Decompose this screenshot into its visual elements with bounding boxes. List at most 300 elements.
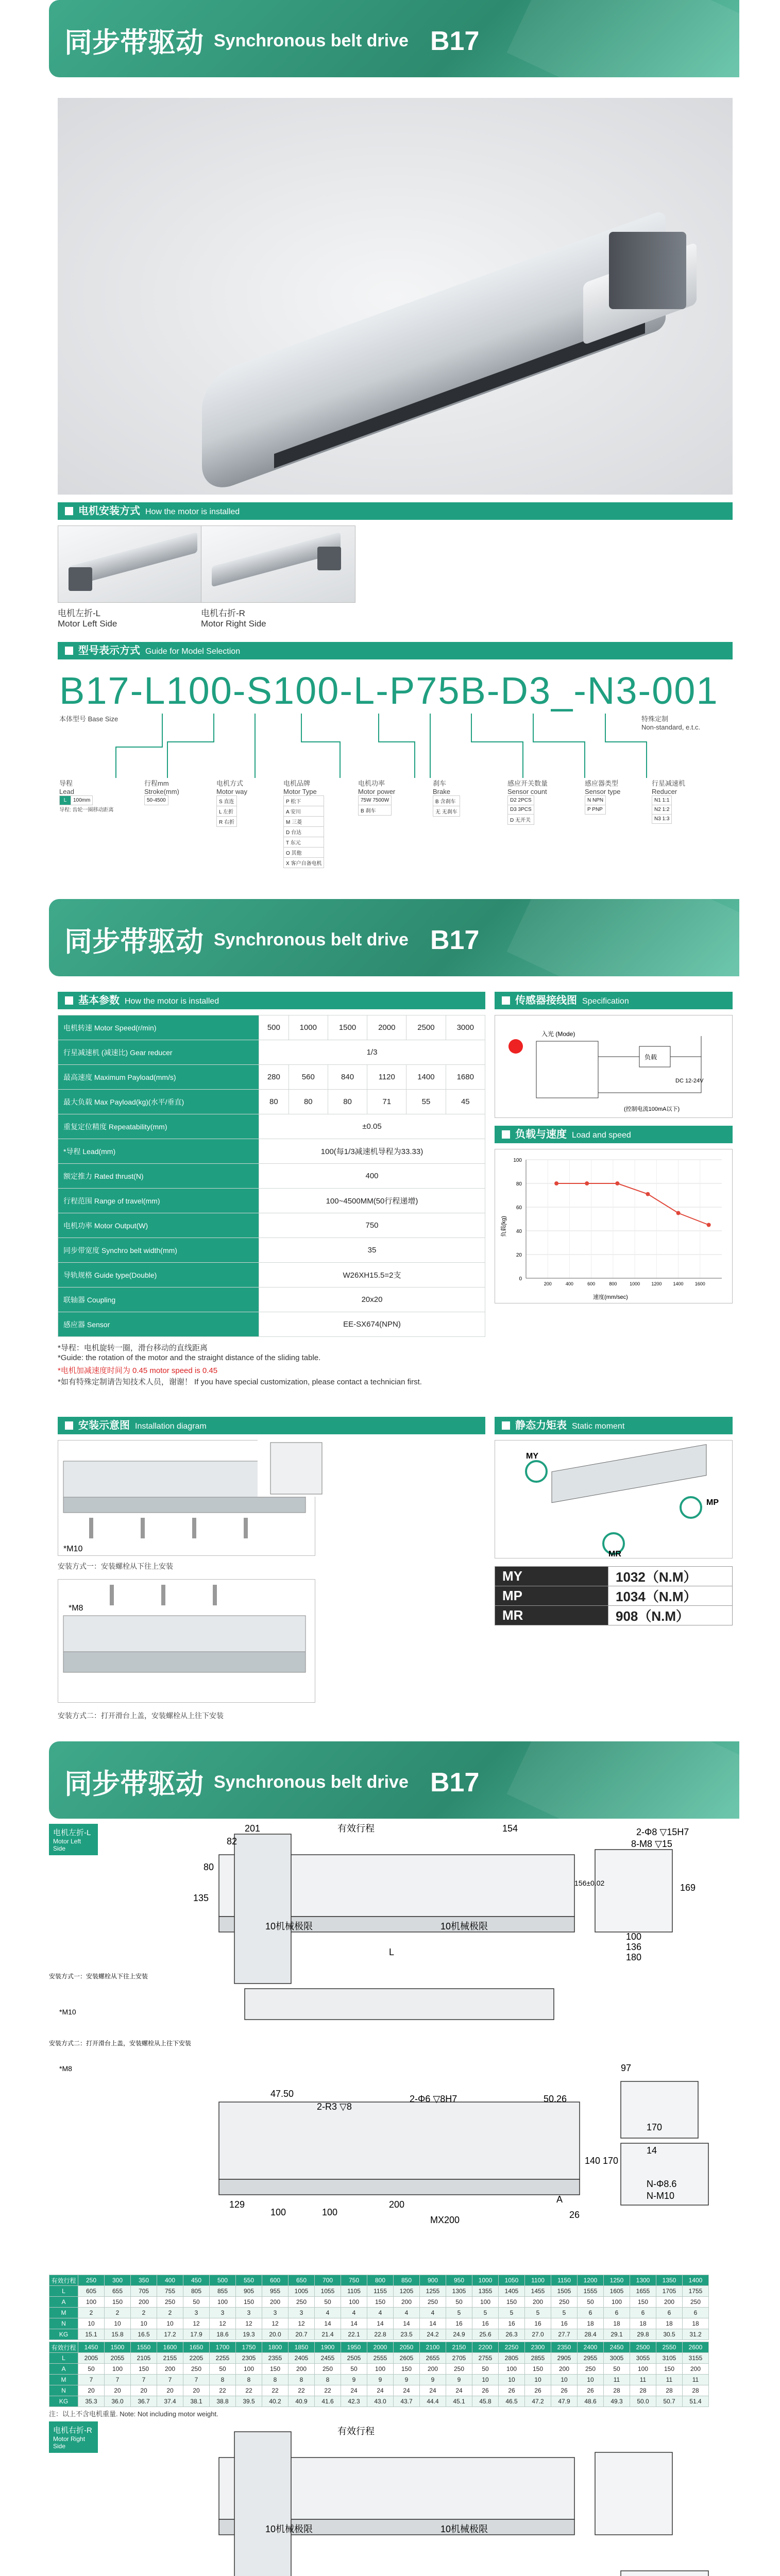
svg-text:136: 136 xyxy=(626,1942,642,1952)
mounting-title-bar: 安装示意图 Installation diagram xyxy=(58,1417,485,1434)
dim-cell: 250 xyxy=(551,2297,578,2308)
dim-cell: 10 xyxy=(105,2318,131,2329)
svg-text:80: 80 xyxy=(204,1862,214,1872)
dim-cell: 1355 xyxy=(472,2286,499,2297)
dim-header-cell: 1950 xyxy=(341,2342,367,2353)
sensor-wiring-panel xyxy=(495,1015,733,1118)
dim-cell: 41.6 xyxy=(315,2396,341,2407)
svg-text:L: L xyxy=(389,1947,395,1957)
dim-header-cell: 1500 xyxy=(105,2342,131,2353)
option-col-brake: 刹车 Brake B 含刹车 无 无刹车 xyxy=(433,778,489,817)
banner-model: B17 xyxy=(430,26,480,56)
svg-text:MY: MY xyxy=(526,1452,538,1461)
dim-cell: 2005 xyxy=(78,2353,105,2364)
chart-data-point xyxy=(707,1223,711,1227)
dim-cell: 150 xyxy=(656,2364,683,2375)
option-col-sensor-type: 感应器类型 Sensor type N NPN P PNP xyxy=(585,778,641,815)
dim-cell: 200 xyxy=(131,2297,157,2308)
dim-cell: 28 xyxy=(683,2385,709,2396)
dim-cell: 14 xyxy=(394,2318,420,2329)
dim-row-key: L xyxy=(49,2286,78,2297)
dim-cell: 50 xyxy=(183,2297,210,2308)
special-label: 特殊定制 Non-standard, e.t.c. xyxy=(641,715,701,731)
option-col-stroke: 行程mm Stroke(mm) 50-4500 xyxy=(144,778,201,805)
svg-text:负载: 负载 xyxy=(645,1054,657,1061)
svg-text:MR: MR xyxy=(608,1550,621,1558)
dim-cell: 150 xyxy=(394,2364,420,2375)
dim-cell: 22 xyxy=(210,2385,236,2396)
dim-cell: 22.8 xyxy=(367,2329,394,2340)
dim-cell: 2605 xyxy=(394,2353,420,2364)
dim-cell: 2355 xyxy=(262,2353,289,2364)
dim-cell: 150 xyxy=(367,2297,394,2308)
dim-cell: 24 xyxy=(394,2385,420,2396)
dim-cell: 100 xyxy=(210,2297,236,2308)
spec-table: 电机转速 Motor Speed(r/min) 500 1000 1500 2000 2500 3000 行星减速机 (减速比) Gear reducer 1/3 最高速度 Maximum Payload(mm/s) 280 560 840 1120 1400 1680 最大负载 Max Payload(kg)(水平/垂直) 80 80 80 71 55 45 重复定位精度 Repeatability(mm) ±0.05 *导程 Lead(mm) 100(每1/3减速机导程为33.33) 额定推力 Rated thrust(N) 400 行程范围 Range of travel(mm) 100~4500MM(50行程递增) 电机功率 Motor Output(W) 750 同步带宽度 Synchro belt width(mm) 35 导轨规格 Guide type(Double) W26XH15.5=2支 联轴器 Coupling 20x20 感应器 Sensor EE-SX674(NPN) xyxy=(58,1015,485,1337)
dim-row-key: A xyxy=(49,2297,78,2308)
svg-text:2-R3 ▽8: 2-R3 ▽8 xyxy=(317,2102,352,2112)
dim-cell: 22 xyxy=(262,2385,289,2396)
dim-cell: 2155 xyxy=(157,2353,183,2364)
dim-cell: 3 xyxy=(210,2308,236,2318)
dim-cell: 45.1 xyxy=(446,2396,472,2407)
motor-right-en: Motor Right Side xyxy=(201,619,266,629)
chart-data-point xyxy=(646,1192,650,1196)
chart-data-point xyxy=(585,1181,589,1185)
dim-cell: 4 xyxy=(315,2308,341,2318)
dim-cell: 20.7 xyxy=(289,2329,315,2340)
dim-cell: 2855 xyxy=(525,2353,551,2364)
dim-cell: 150 xyxy=(499,2297,525,2308)
moment-diagram xyxy=(495,1440,733,1558)
dim-cell: 250 xyxy=(578,2364,604,2375)
selection-title-cn: 型号表示方式 xyxy=(78,645,140,656)
dim-header-cell: 2100 xyxy=(420,2342,446,2353)
dim-header-cell: 350 xyxy=(131,2275,157,2286)
dim-cell: 250 xyxy=(289,2297,315,2308)
option-col-lead: 导程 Lead L 100mm 导程: 齿轮一圈移动距离 xyxy=(59,779,114,813)
load-speed-title-bar: 负载与速度 Load and speed xyxy=(495,1126,733,1143)
dim-cell: 16 xyxy=(446,2318,472,2329)
dim-cell: 200 xyxy=(551,2364,578,2375)
dim-cell: 10 xyxy=(157,2318,183,2329)
dim-cell: 8 xyxy=(236,2375,262,2385)
dim-cell: 755 xyxy=(157,2286,183,2297)
dim-cell: 27.7 xyxy=(551,2329,578,2340)
dim-cell: 28.4 xyxy=(578,2329,604,2340)
banner-title-cn: 同步带驱动 xyxy=(64,26,204,59)
dim-cell: 9 xyxy=(394,2375,420,2385)
dims-left-note: 注：以上不含电机重量. Note: Not including motor weight. xyxy=(49,2410,218,2418)
dim-row-key: KG xyxy=(49,2396,78,2407)
mounting-diagram-2 xyxy=(58,1579,315,1703)
dim-cell: 30.5 xyxy=(656,2329,683,2340)
dim-header-cell: 1050 xyxy=(499,2275,525,2286)
svg-text:安装方式二：打开滑台上盖，安装螺栓从上往下安装: 安装方式二：打开滑台上盖，安装螺栓从上往下安装 xyxy=(49,2040,192,2047)
dim-cell: 48.6 xyxy=(578,2396,604,2407)
dim-cell: 100 xyxy=(78,2297,105,2308)
svg-text:*M10: *M10 xyxy=(59,2008,76,2016)
spec-note-1: *导程：电机旋转一圈，滑台移动的直线距离 xyxy=(58,1344,208,1352)
dim-cell: 250 xyxy=(315,2364,341,2375)
svg-text:(控制电流100mA以下): (控制电流100mA以下) xyxy=(624,1106,680,1112)
dim-cell: 1655 xyxy=(630,2286,656,2297)
dim-cell: 1155 xyxy=(367,2286,394,2297)
chart-ytick-label: 40 xyxy=(516,1229,522,1234)
motor-right-cn: 电机右折-R xyxy=(201,608,245,618)
dim-header-cell: 2600 xyxy=(683,2342,709,2353)
dim-cell: 2655 xyxy=(420,2353,446,2364)
svg-text:MX200: MX200 xyxy=(430,2215,460,2225)
dim-cell: 50 xyxy=(315,2297,341,2308)
dim-cell: 15.1 xyxy=(78,2329,105,2340)
dims-banner-cn: 同步带驱动 xyxy=(64,1768,204,1800)
dim-cell: 15.8 xyxy=(105,2329,131,2340)
dim-header-cell: 1900 xyxy=(315,2342,341,2353)
dim-cell: 17.9 xyxy=(183,2329,210,2340)
dim-cell: 16 xyxy=(551,2318,578,2329)
dim-cell: 200 xyxy=(420,2364,446,2375)
dim-cell: 12 xyxy=(262,2318,289,2329)
motor-left-cn: 电机左折-L xyxy=(58,608,101,618)
chart-xtick-label: 800 xyxy=(609,1281,617,1286)
mounting-way-1: 安装方式一：安装螺栓从下往上安装 xyxy=(58,1562,173,1570)
svg-text:有效行程: 有效行程 xyxy=(337,1824,375,1834)
dim-cell: 4 xyxy=(367,2308,394,2318)
dim-cell: 905 xyxy=(236,2286,262,2297)
dim-cell: 3 xyxy=(262,2308,289,2318)
dim-cell: 42.3 xyxy=(341,2396,367,2407)
dim-cell: 50 xyxy=(472,2364,499,2375)
svg-text:100: 100 xyxy=(270,2207,286,2217)
chart-ytick-label: 80 xyxy=(516,1181,522,1187)
dim-cell: 47.9 xyxy=(551,2396,578,2407)
dim-cell: 7 xyxy=(183,2375,210,2385)
dim-cell: 1605 xyxy=(604,2286,630,2297)
dim-cell: 22 xyxy=(289,2385,315,2396)
dim-cell: 35.3 xyxy=(78,2396,105,2407)
option-col-reducer: 行星减速机 Reducer N1 1:1 N2 1:2 N3 1:3 xyxy=(652,778,714,824)
dim-header-cell: 850 xyxy=(394,2275,420,2286)
option-col-power: 电机功率 Motor power 75W 7500W B 刹车 xyxy=(358,778,415,816)
dims-banner xyxy=(49,1741,739,1819)
dim-cell: 2 xyxy=(105,2308,131,2318)
dim-cell: 6 xyxy=(604,2308,630,2318)
chart-xtick-label: 600 xyxy=(587,1281,596,1286)
dim-cell: 18 xyxy=(578,2318,604,2329)
dim-cell: 27.0 xyxy=(525,2329,551,2340)
chart-xtick-label: 1000 xyxy=(630,1281,640,1286)
sensor-title-bar: 传感器接线图 Specification xyxy=(495,992,733,1009)
dim-header-cell: 有效行程 xyxy=(49,2275,78,2286)
dim-header-cell: 250 xyxy=(78,2275,105,2286)
sensor-led-icon xyxy=(508,1039,523,1054)
dim-cell: 1105 xyxy=(341,2286,367,2297)
dim-cell: 2705 xyxy=(446,2353,472,2364)
dim-header-cell: 1300 xyxy=(630,2275,656,2286)
top-banner xyxy=(49,0,739,77)
dim-cell: 3105 xyxy=(656,2353,683,2364)
dim-cell: 12 xyxy=(236,2318,262,2329)
dim-cell: 21.4 xyxy=(315,2329,341,2340)
drawing-left xyxy=(49,1824,739,2272)
dim-cell: 20 xyxy=(183,2385,210,2396)
dim-cell: 8 xyxy=(262,2375,289,2385)
dim-cell: 44.4 xyxy=(420,2396,446,2407)
dim-cell: 6 xyxy=(656,2308,683,2318)
svg-text:8-M8 ▽15: 8-M8 ▽15 xyxy=(631,1839,672,1849)
dim-cell: 7 xyxy=(105,2375,131,2385)
dim-cell: 45.8 xyxy=(472,2396,499,2407)
dim-cell: 26 xyxy=(551,2385,578,2396)
dim-row-key: KG xyxy=(49,2329,78,2340)
svg-text:180: 180 xyxy=(626,1952,642,1962)
dim-cell: 655 xyxy=(105,2286,131,2297)
dim-cell: 16 xyxy=(472,2318,499,2329)
dim-cell: 3055 xyxy=(630,2353,656,2364)
dim-cell: 18 xyxy=(630,2318,656,2329)
dim-cell: 7 xyxy=(78,2375,105,2385)
dim-cell: 28 xyxy=(656,2385,683,2396)
dim-header-cell: 2400 xyxy=(578,2342,604,2353)
motor-left-image xyxy=(58,526,212,603)
dim-cell: 2 xyxy=(78,2308,105,2318)
dim-cell: 6 xyxy=(683,2308,709,2318)
svg-text:有效行程: 有效行程 xyxy=(337,2426,375,2436)
load-speed-chart xyxy=(495,1149,732,1303)
dim-cell: 855 xyxy=(210,2286,236,2297)
dim-cell: 26.3 xyxy=(499,2329,525,2340)
dim-header-cell: 2500 xyxy=(630,2342,656,2353)
dim-cell: 955 xyxy=(262,2286,289,2297)
install-title-bar xyxy=(58,502,733,520)
dim-header-cell: 1200 xyxy=(578,2275,604,2286)
dim-cell: 22 xyxy=(315,2385,341,2396)
banner-title-en: Synchronous belt drive xyxy=(214,31,409,50)
dim-cell: 2 xyxy=(157,2308,183,2318)
dim-cell: 200 xyxy=(525,2297,551,2308)
svg-text:26: 26 xyxy=(569,2210,580,2220)
dim-cell: 10 xyxy=(499,2375,525,2385)
svg-text:170: 170 xyxy=(603,2156,619,2166)
dims-banner-en: Synchronous belt drive xyxy=(214,1772,409,1792)
svg-text:*M10: *M10 xyxy=(63,1545,83,1553)
svg-text:N-Φ8.6: N-Φ8.6 xyxy=(647,2179,677,2189)
dim-cell: 20 xyxy=(105,2385,131,2396)
dim-header-cell: 1850 xyxy=(289,2342,315,2353)
dim-header-cell: 2000 xyxy=(367,2342,394,2353)
option-columns xyxy=(59,778,729,866)
motor-left-en: Motor Left Side xyxy=(58,619,117,629)
tag-motor-right: 电机右折-R Motor Right Side xyxy=(49,2421,98,2453)
dim-header-cell: 950 xyxy=(446,2275,472,2286)
dim-cell: 705 xyxy=(131,2286,157,2297)
dim-cell: 26 xyxy=(578,2385,604,2396)
dim-cell: 14 xyxy=(315,2318,341,2329)
dim-cell: 100 xyxy=(105,2364,131,2375)
dim-cell: 46.5 xyxy=(499,2396,525,2407)
dim-cell: 9 xyxy=(420,2375,446,2385)
product-photo xyxy=(58,98,733,495)
dim-cell: 4 xyxy=(420,2308,446,2318)
dim-cell: 100 xyxy=(341,2297,367,2308)
dim-header-cell: 650 xyxy=(289,2275,315,2286)
dim-cell: 3 xyxy=(236,2308,262,2318)
dim-header-cell: 300 xyxy=(105,2275,131,2286)
chart-ytick-label: 60 xyxy=(516,1205,522,1211)
dim-header-cell: 2200 xyxy=(472,2342,499,2353)
svg-text:100: 100 xyxy=(626,1931,642,1942)
dim-cell: 16.5 xyxy=(131,2329,157,2340)
dim-cell: 40.9 xyxy=(289,2396,315,2407)
dim-cell: 26 xyxy=(499,2385,525,2396)
dim-cell: 10 xyxy=(472,2375,499,2385)
dim-cell: 5 xyxy=(446,2308,472,2318)
specs-title-bar xyxy=(58,992,485,1009)
svg-text:A: A xyxy=(556,2194,563,2205)
base-size-label: 本体型号 Base Size xyxy=(59,715,118,723)
svg-text:200: 200 xyxy=(389,2199,405,2210)
svg-text:47.50: 47.50 xyxy=(270,2089,294,2099)
chart-xtick-label: 200 xyxy=(544,1281,552,1286)
specs-title-en: How the motor is installed xyxy=(125,997,219,1006)
dim-header-cell: 2550 xyxy=(656,2342,683,2353)
dim-cell: 50 xyxy=(341,2364,367,2375)
dim-header-cell: 400 xyxy=(157,2275,183,2286)
dim-cell: 36.0 xyxy=(105,2396,131,2407)
dim-cell: 9 xyxy=(446,2375,472,2385)
dim-cell: 2955 xyxy=(578,2353,604,2364)
dim-cell: 2755 xyxy=(472,2353,499,2364)
dim-cell: 8 xyxy=(210,2375,236,2385)
dim-header-cell: 450 xyxy=(183,2275,210,2286)
dim-cell: 51.4 xyxy=(683,2396,709,2407)
dim-cell: 28 xyxy=(630,2385,656,2396)
dim-row-key: M xyxy=(49,2375,78,2385)
dim-cell: 150 xyxy=(236,2297,262,2308)
dim-cell: 2805 xyxy=(499,2353,525,2364)
dim-cell: 10 xyxy=(551,2375,578,2385)
dim-cell: 24.2 xyxy=(420,2329,446,2340)
dim-header-cell: 1650 xyxy=(183,2342,210,2353)
dim-cell: 6 xyxy=(630,2308,656,2318)
dim-cell: 250 xyxy=(183,2364,210,2375)
dim-cell: 11 xyxy=(683,2375,709,2385)
mounting-way-2: 安装方式二：打开滑台上盖，安装螺栓从上往下安装 xyxy=(58,1711,224,1720)
chart-ytick-label: 20 xyxy=(516,1252,522,1258)
dim-cell: 23.5 xyxy=(394,2329,420,2340)
svg-text:156±0.02: 156±0.02 xyxy=(574,1879,605,1887)
dim-cell: 1055 xyxy=(315,2286,341,2297)
dim-cell: 150 xyxy=(105,2297,131,2308)
dim-cell: 20 xyxy=(78,2385,105,2396)
dim-header-cell: 750 xyxy=(341,2275,367,2286)
dim-cell: 18 xyxy=(656,2318,683,2329)
dim-cell: 6 xyxy=(578,2308,604,2318)
chart-xtick-label: 1200 xyxy=(651,1281,662,1286)
dim-row-key: N xyxy=(49,2385,78,2396)
dim-cell: 200 xyxy=(656,2297,683,2308)
dim-header-cell: 1700 xyxy=(210,2342,236,2353)
dim-header-cell: 2350 xyxy=(551,2342,578,2353)
dim-cell: 50 xyxy=(78,2364,105,2375)
dim-row-key: M xyxy=(49,2308,78,2318)
svg-text:2-Φ8 ▽15H7: 2-Φ8 ▽15H7 xyxy=(636,1827,689,1837)
dim-header-cell: 1600 xyxy=(157,2342,183,2353)
dim-cell: 20 xyxy=(157,2385,183,2396)
dim-cell: 2455 xyxy=(315,2353,341,2364)
dim-cell: 10 xyxy=(578,2375,604,2385)
dim-cell: 100 xyxy=(472,2297,499,2308)
chart-series-line xyxy=(556,1183,709,1225)
specs-title-cn: 基本参数 xyxy=(78,995,120,1006)
spec-note-3: *电机加减速度时间为 0.45 motor speed is 0.45 xyxy=(58,1366,218,1375)
dim-cell: 1705 xyxy=(656,2286,683,2297)
dim-cell: 2 xyxy=(131,2308,157,2318)
dim-cell: 16 xyxy=(499,2318,525,2329)
svg-text:170: 170 xyxy=(647,2122,663,2132)
dim-header-cell: 2450 xyxy=(604,2342,630,2353)
dim-cell: 11 xyxy=(604,2375,630,2385)
dim-cell: 24 xyxy=(367,2385,394,2396)
dim-cell: 22 xyxy=(236,2385,262,2396)
dim-cell: 200 xyxy=(262,2297,289,2308)
svg-text:MP: MP xyxy=(706,1498,719,1507)
chart-data-point xyxy=(676,1211,681,1215)
dim-cell: 200 xyxy=(289,2364,315,2375)
dim-cell: 11 xyxy=(630,2375,656,2385)
dim-cell: 605 xyxy=(78,2286,105,2297)
dim-cell: 250 xyxy=(683,2297,709,2308)
dim-cell: 26 xyxy=(525,2385,551,2396)
dim-cell: 100 xyxy=(367,2364,394,2375)
dim-cell: 3155 xyxy=(683,2353,709,2364)
dim-cell: 14 xyxy=(367,2318,394,2329)
specs-banner-model: B17 xyxy=(430,925,480,955)
dim-cell: 20.0 xyxy=(262,2329,289,2340)
svg-text:2-Φ6 ▽8H7: 2-Φ6 ▽8H7 xyxy=(410,2094,457,2104)
chart-xtick-label: 400 xyxy=(565,1281,573,1286)
drawing-right xyxy=(49,2421,739,2576)
dim-cell: 37.4 xyxy=(157,2396,183,2407)
dim-cell: 5 xyxy=(499,2308,525,2318)
dim-cell: 2255 xyxy=(210,2353,236,2364)
dim-cell: 50.0 xyxy=(630,2396,656,2407)
dim-cell: 1755 xyxy=(683,2286,709,2297)
dim-header-cell: 2300 xyxy=(525,2342,551,2353)
dim-cell: 38.8 xyxy=(210,2396,236,2407)
dim-row-key: N xyxy=(49,2318,78,2329)
dim-cell: 50 xyxy=(210,2364,236,2375)
install-title-en: How the motor is installed xyxy=(145,507,240,516)
specs-banner-cn: 同步带驱动 xyxy=(64,925,204,958)
dim-header-cell: 2250 xyxy=(499,2342,525,2353)
dim-cell: 24 xyxy=(446,2385,472,2396)
dim-header-cell: 1800 xyxy=(262,2342,289,2353)
dim-cell: 2905 xyxy=(551,2353,578,2364)
svg-text:100: 100 xyxy=(322,2207,338,2217)
dim-cell: 50 xyxy=(578,2297,604,2308)
dim-cell: 36.7 xyxy=(131,2396,157,2407)
dimension-table-left-1 xyxy=(49,2275,709,2340)
svg-text:154: 154 xyxy=(502,1824,518,1834)
dim-header-cell: 1550 xyxy=(131,2342,157,2353)
svg-text:*M8: *M8 xyxy=(59,2064,72,2073)
dim-cell: 11 xyxy=(656,2375,683,2385)
dim-cell: 50 xyxy=(446,2297,472,2308)
dim-cell: 805 xyxy=(183,2286,210,2297)
dim-cell: 2105 xyxy=(131,2353,157,2364)
